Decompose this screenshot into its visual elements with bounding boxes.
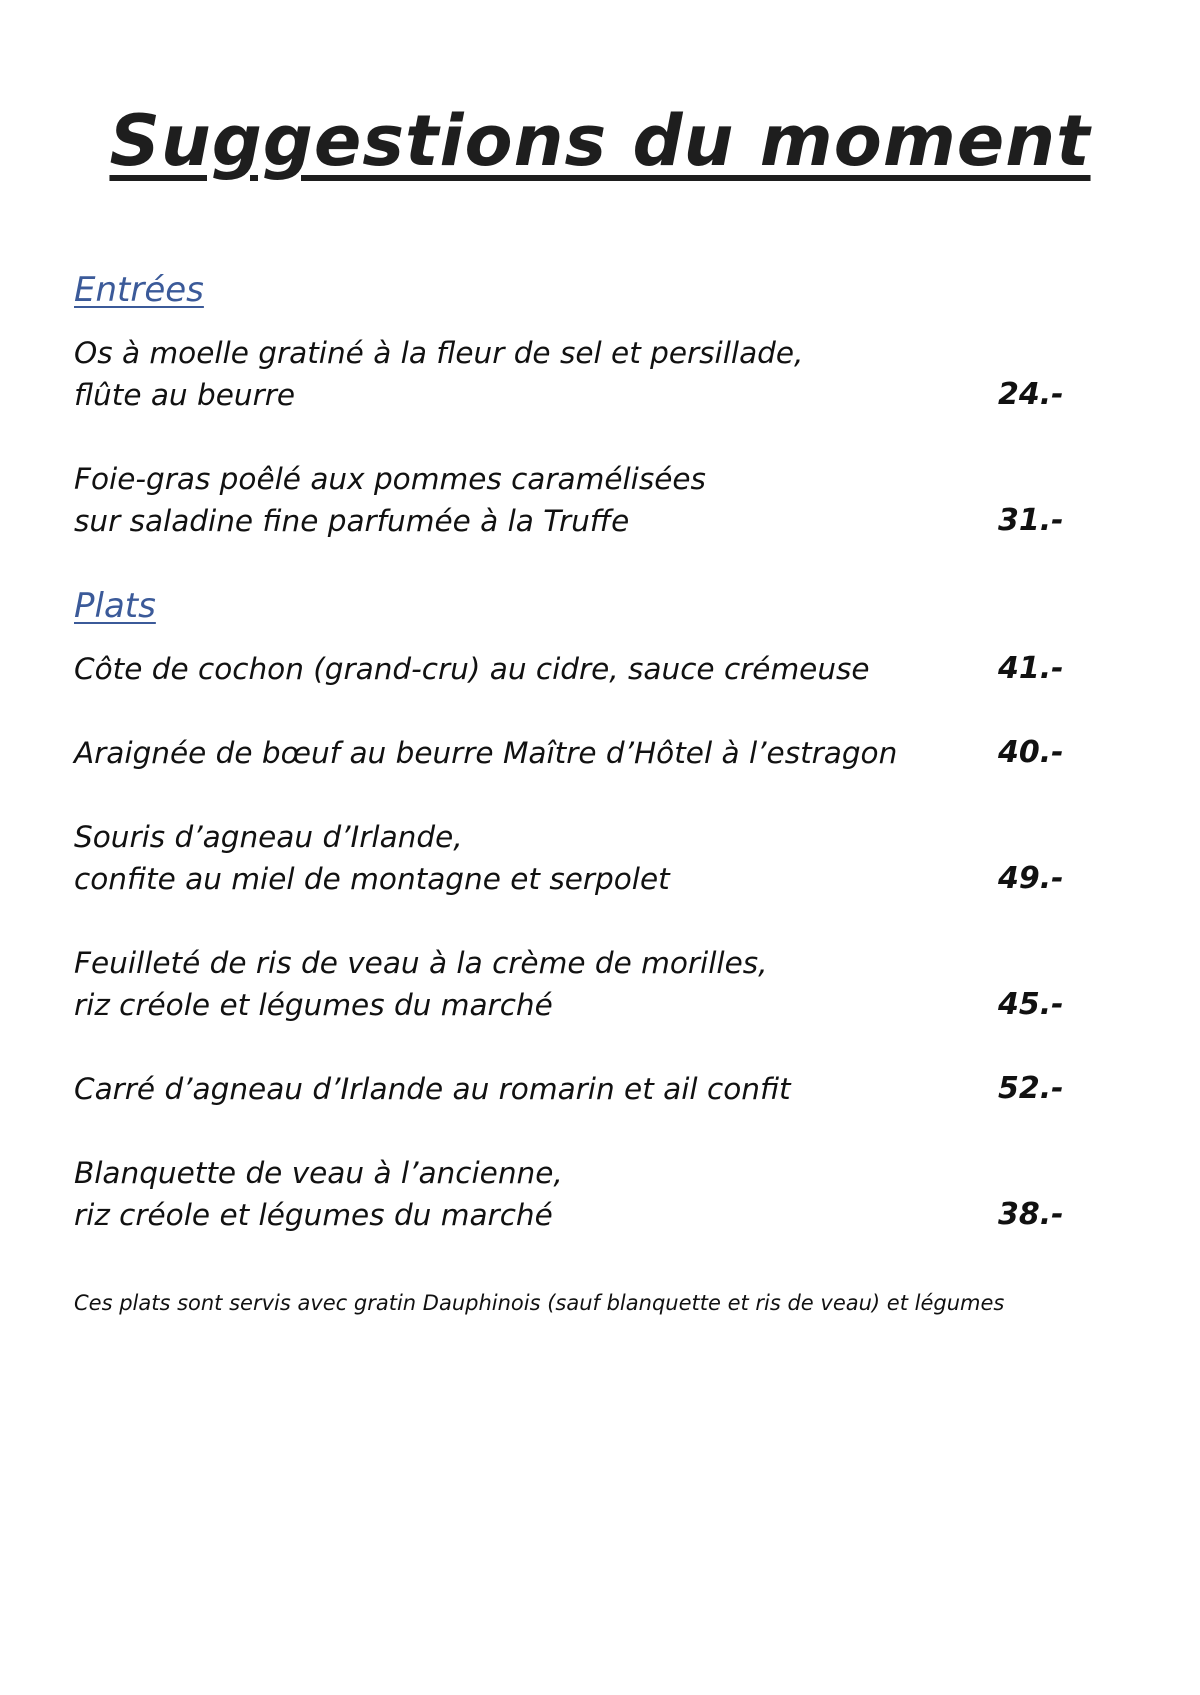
menu-item-line: sur saladine fine parfumée à la Truffe — [74, 504, 630, 538]
page-title-text: Suggestions du moment — [109, 100, 1091, 182]
section-heading-plats: Plats — [74, 586, 156, 626]
menu-item-line: confite au miel de montagne et serpolet — [74, 862, 670, 896]
menu-item-price: 24.- — [998, 377, 1064, 412]
menu-item-line: Araignée de bœuf au beurre Maître d’Hôtel à l’estragon — [74, 736, 898, 770]
menu-item-line: riz créole et légumes du marché — [74, 988, 553, 1022]
menu-item — [74, 942, 1074, 1026]
section-heading-entrees: Entrées — [74, 270, 204, 310]
menu-item — [74, 1068, 1074, 1110]
menu-item-description — [74, 816, 1074, 900]
menu-item — [74, 816, 1074, 900]
menu-item — [74, 732, 1074, 774]
menu-item-description — [74, 332, 1074, 416]
menu-item-description — [74, 1068, 1074, 1110]
menu-item-description — [74, 1152, 1074, 1236]
menu-item-price: 31.- — [998, 503, 1064, 538]
menu-item-price: 40.- — [998, 735, 1064, 770]
menu-item-price: 52.- — [998, 1071, 1064, 1106]
menu-item-price: 49.- — [998, 861, 1064, 896]
menu-item-line: Carré d’agneau d’Irlande au romarin et ail confit — [74, 1072, 791, 1106]
menu-item-line: flûte au beurre — [74, 378, 295, 412]
menu-item — [74, 1152, 1074, 1236]
menu-item-description — [74, 458, 1074, 542]
menu-item-description — [74, 942, 1074, 1026]
menu-item — [74, 332, 1074, 416]
menu-item-line: Blanquette de veau à l’ancienne, — [74, 1156, 563, 1190]
menu-item-price: 38.- — [998, 1197, 1064, 1232]
page-title — [0, 96, 1200, 186]
menu-item-line: Côte de cochon (grand-cru) au cidre, sauce crémeuse — [74, 652, 870, 686]
menu-item-description — [74, 732, 1074, 774]
menu-item-line: Feuilleté de ris de veau à la crème de morilles, — [74, 946, 768, 980]
footnote: Ces plats sont servis avec gratin Dauphinois (sauf blanquette et ris de veau) et légumes — [74, 1291, 1005, 1315]
menu-item-price: 45.- — [998, 987, 1064, 1022]
menu-item — [74, 458, 1074, 542]
menu-item-line: Souris d’agneau d’Irlande, — [74, 820, 463, 854]
menu-item-line: Os à moelle gratiné à la fleur de sel et persillade, — [74, 336, 804, 370]
menu-item-price: 41.- — [998, 651, 1064, 686]
menu-item-line: Foie-gras poêlé aux pommes caramélisées — [74, 462, 706, 496]
menu-item-description — [74, 648, 1074, 690]
menu-item-line: riz créole et légumes du marché — [74, 1198, 553, 1232]
menu-item — [74, 648, 1074, 690]
